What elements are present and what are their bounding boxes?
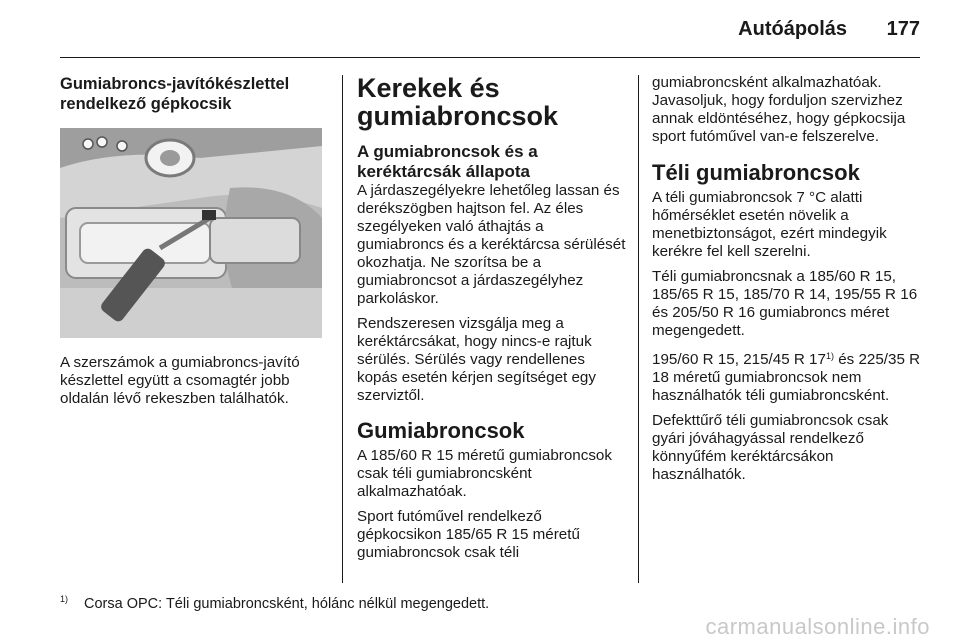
paragraph-inspect: Rendszeresen vizsgálja meg a keréktárcsákat, hogy nincs-e rajtuk sérülés. Sérülés vagy rendellenes kopás esetén kérjen segítséget egy szerviztől. bbox=[357, 315, 596, 404]
main-title: Kerekek és gumiabroncsok bbox=[357, 73, 559, 131]
column-divider-2 bbox=[638, 75, 639, 583]
paragraph-not-usable bbox=[652, 347, 924, 405]
page-number: 177 bbox=[886, 18, 920, 40]
right-column bbox=[652, 74, 924, 491]
heading-winter-tyres: Téli gumiabroncsok bbox=[652, 160, 860, 185]
footnote-text: Corsa OPC: Téli gumiabroncsként, hólánc nélkül megengedett. bbox=[84, 596, 490, 612]
column-divider-1 bbox=[342, 75, 343, 583]
paragraph-tyre-size: A 185/60 R 15 méretű gumiabroncsok csak téli gumiabroncsként alkalmazhatóak. bbox=[357, 447, 612, 500]
paragraph-winter-sizes: Téli gumiabroncsnak a 185/60 R 15, 185/65 R 15, 185/70 R 14, 195/55 R 16 és 205/50 R 16 gumiabroncs méret megengedett. bbox=[652, 268, 918, 339]
watermark: carmanualsonline.info bbox=[705, 614, 930, 639]
paragraph-sport-chassis: Sport futóművel rendelkező gépkocsikon 185/65 R 15 méretű gumiabroncsok csak téli bbox=[357, 508, 580, 561]
footnote bbox=[60, 590, 489, 613]
subheading-condition: A gumiabroncsok és a keréktárcsák állapota bbox=[357, 142, 538, 181]
not-usable-sizes: 195/60 R 15, 215/45 R 17 bbox=[652, 351, 826, 368]
paragraph-runflat: Defekttűrő téli gumiabroncsok csak gyári jóváhagyással rendelkező könnyűfém keréktárcsákon használhatók. bbox=[652, 412, 889, 483]
heading-tyres: Gumiabroncsok bbox=[357, 418, 525, 443]
tool-kit-illustration bbox=[60, 128, 322, 338]
page-header bbox=[60, 18, 920, 48]
section-title: Autóápolás bbox=[738, 18, 848, 40]
footnote-marker: 1) bbox=[60, 594, 69, 604]
left-heading: Gumiabroncs-javítókészlettel rendelkező gépkocsik bbox=[60, 75, 290, 113]
paragraph-winter-safety: A téli gumiabroncsok 7 °C alatti hőmérséklet esetén növelik a menetbiztonságot, ezért mindegyik kerékre fel kell szerelni. bbox=[652, 189, 887, 260]
left-column bbox=[60, 74, 324, 415]
not-usable-rest: és 225/35 R 18 méretű gumiabroncsok nem használhatók téli gumiabroncsként. bbox=[652, 351, 921, 404]
header-rule bbox=[60, 57, 920, 58]
footnote-reference[interactable]: 1) bbox=[825, 351, 834, 361]
left-caption: A szerszámok a gumiabroncs-javító készlettel együtt a csomagtér jobb oldalán lévő rekeszben találhatók. bbox=[60, 354, 300, 407]
middle-column bbox=[357, 74, 627, 569]
paragraph-continued: gumiabroncsként alkalmazhatóak. Javasoljuk, hogy forduljon szervizhez annak eldöntéséhez, hogy gépkocsija sport futóművel van-e felszerelve. bbox=[652, 74, 906, 145]
paragraph-curb: A járdaszegélyekre lehetőleg lassan és derékszögben hajtson fel. Az éles szegélyeken való áthajtás a gumiabroncs és a keréktárcsa sérülését okozhatja. Ne szorítsa be a gumiabroncsot a járdaszegélyhez parkoláskor. bbox=[357, 182, 626, 307]
